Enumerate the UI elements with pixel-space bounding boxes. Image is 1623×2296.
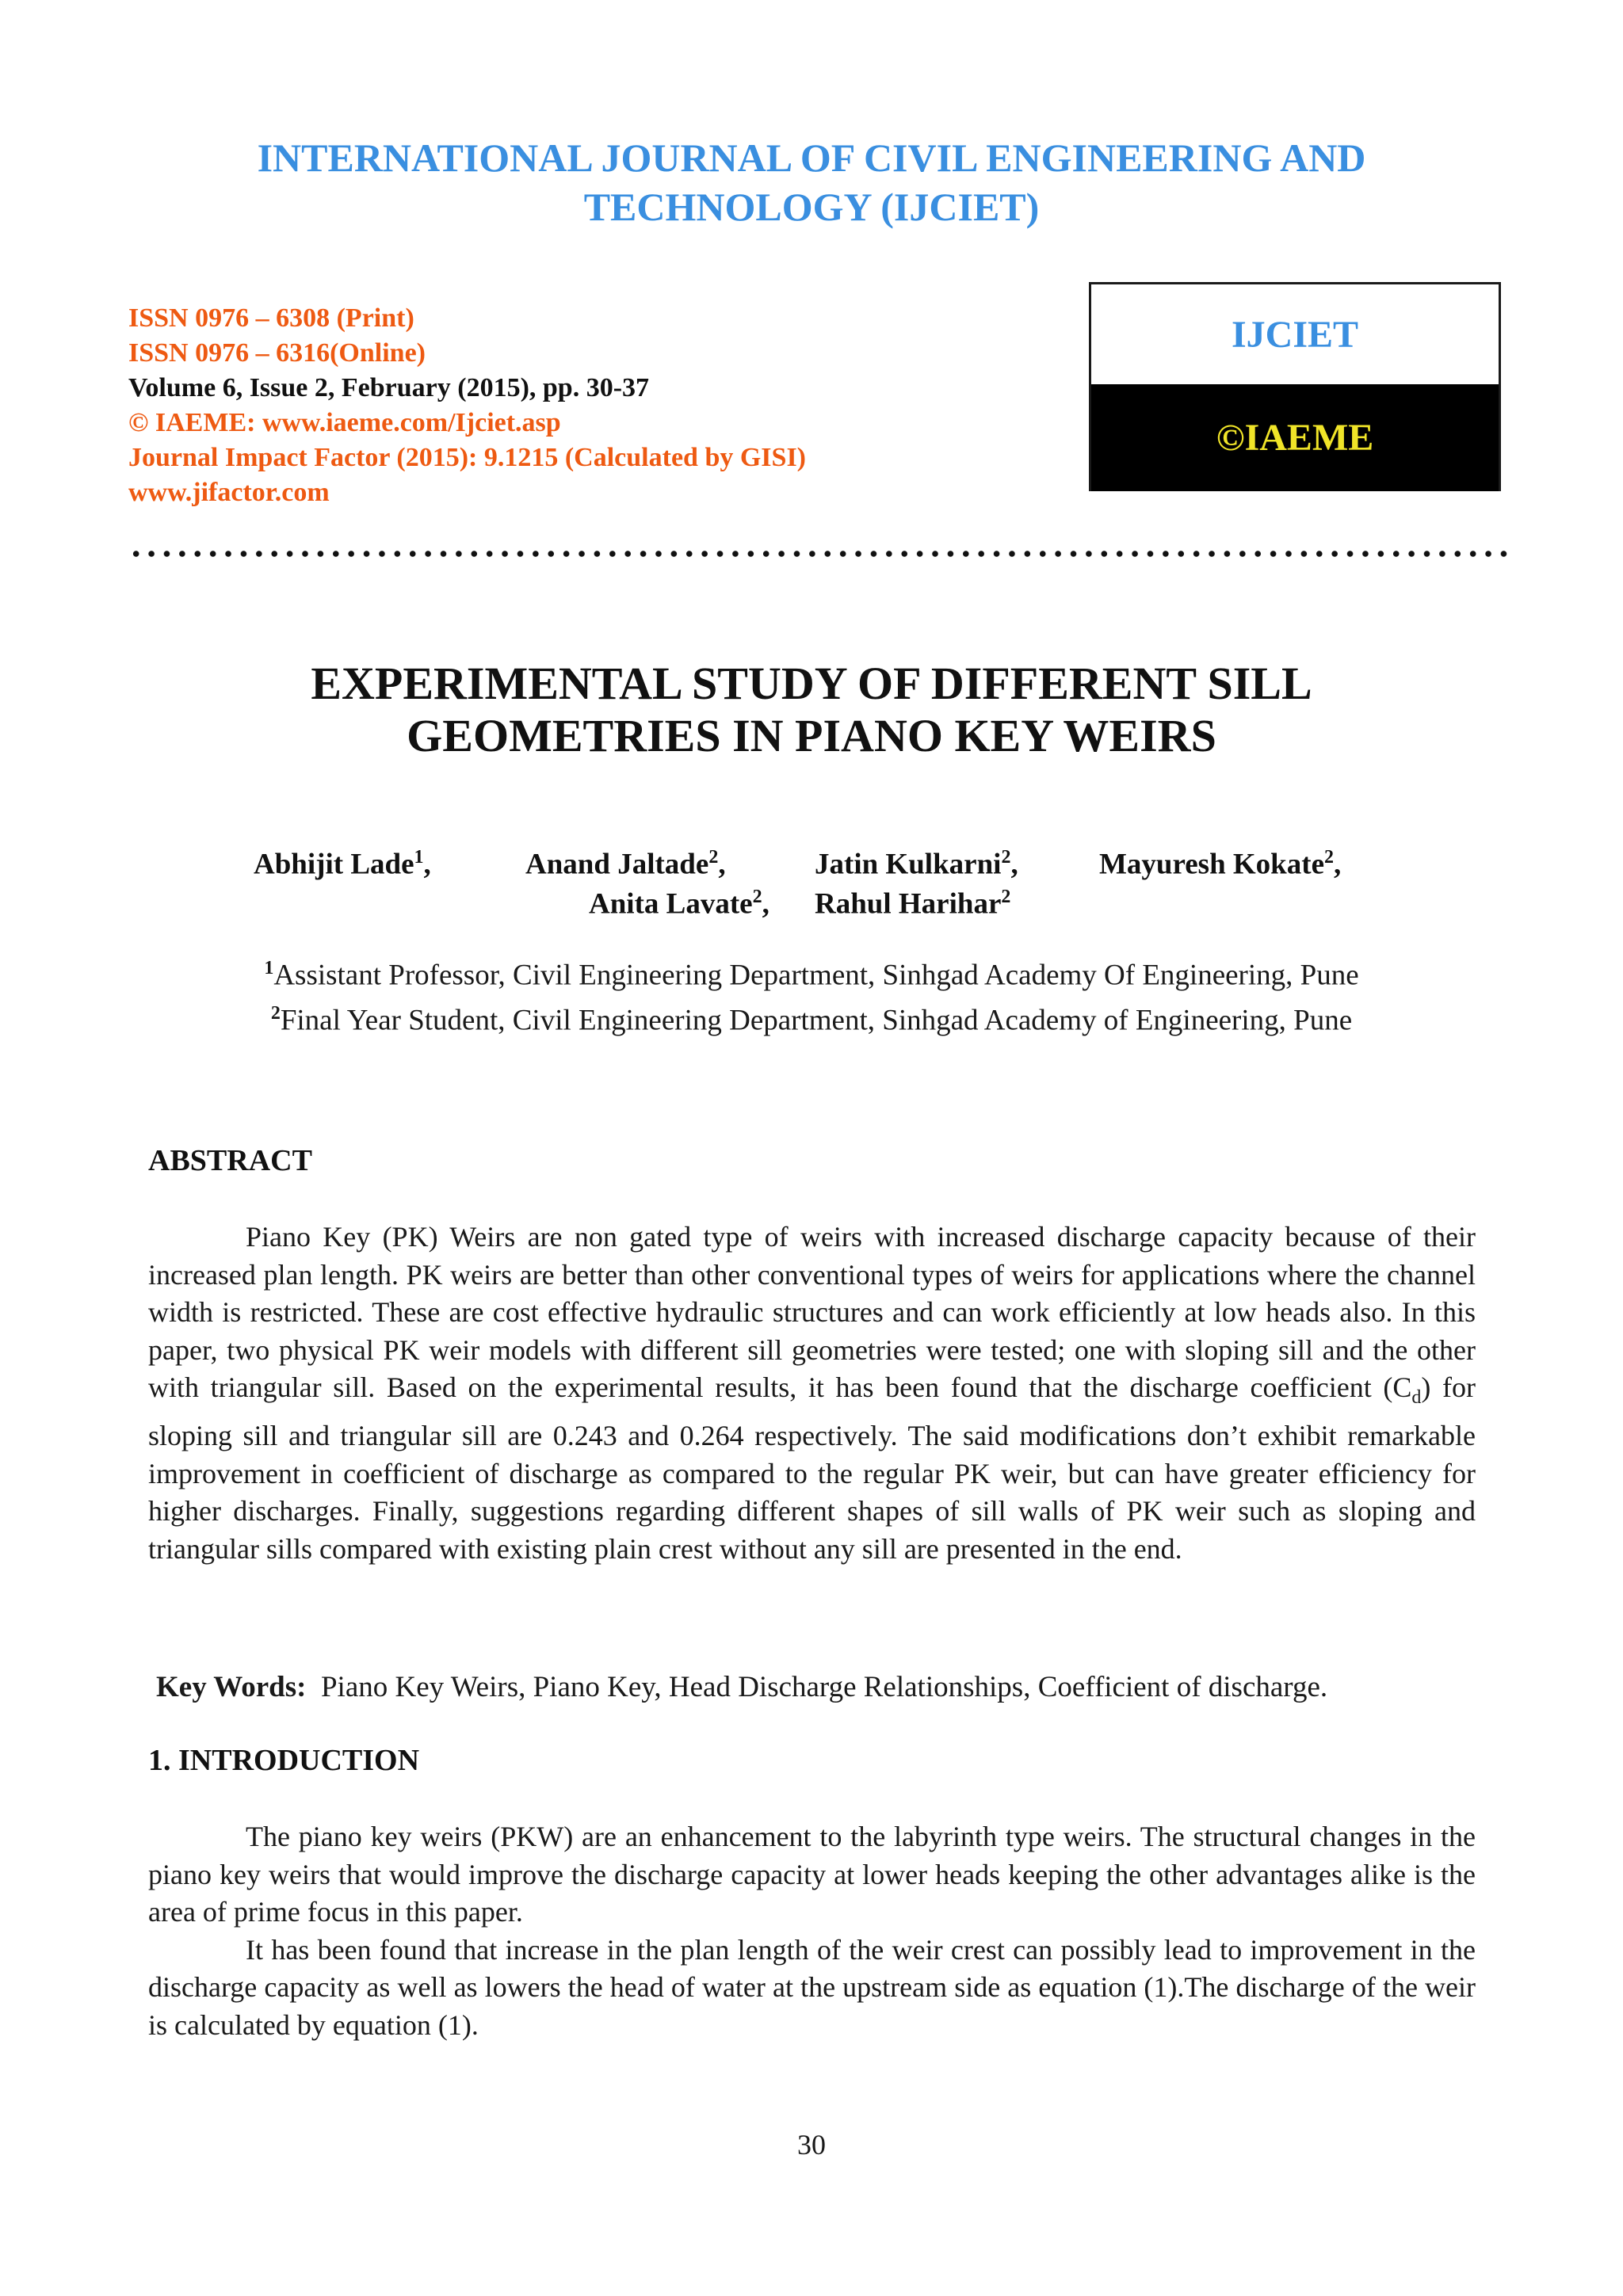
affiliation-text: Final Year Student, Civil Engineering Department, Sinhgad Academy of Engineering, Pune <box>280 1004 1353 1037</box>
dotted-divider <box>128 548 1515 559</box>
abstract-body <box>148 1219 1476 1569</box>
author-sup: 2 <box>1001 887 1011 907</box>
author-sep: , <box>1334 848 1342 881</box>
keywords <box>156 1669 1327 1707</box>
author-3 <box>815 838 1018 883</box>
author-4 <box>1099 838 1341 883</box>
introduction-para-1: The piano key weirs (PKW) are an enhancement to the labyrinth type weirs. The structural changes in the piano key weirs that would improve the discharge capacity at lower heads keeping the other advantages alike is the area of prime focus in this paper. <box>148 1821 1476 1928</box>
issn-online: ISSN 0976 – 6316(Online) <box>128 338 426 368</box>
author-sup: 2 <box>752 887 762 907</box>
introduction-para-2: It has been found that increase in the plan length of the weir crest can possibly lead to improvement in the discharge capacity as well as lowers the head of water at the upstream side as equation (1).The discharge of the weir is calculated by equation (1). <box>148 1933 1476 2041</box>
keywords-label: Key Words: <box>156 1671 307 1703</box>
introduction-body <box>148 1818 1476 2045</box>
author-sup: 2 <box>708 847 719 868</box>
journal-title-line2: TECHNOLOGY (IJCIET) <box>583 185 1040 229</box>
abstract-heading: ABSTRACT <box>148 1144 312 1177</box>
author-6 <box>815 878 1010 923</box>
author-name: Mayuresh Kokate <box>1099 848 1325 881</box>
issn-print: ISSN 0976 – 6308 (Print) <box>128 303 414 333</box>
journal-title <box>0 133 1623 231</box>
author-sup: 2 <box>1324 847 1335 868</box>
affiliation-sup: 1 <box>264 958 274 978</box>
author-sep: , <box>762 887 769 921</box>
author-2 <box>525 838 726 883</box>
author-5 <box>589 878 769 923</box>
affiliation-2 <box>0 994 1623 1039</box>
author-sep: , <box>1010 848 1018 881</box>
keywords-text: Piano Key Weirs, Piano Key, Head Discharge Relationships, Coefficient of discharge. <box>320 1671 1328 1703</box>
author-sup: 1 <box>414 847 424 868</box>
journal-metadata <box>128 301 806 510</box>
author-name: Abhijit Lade <box>254 848 414 881</box>
paper-title-line1: EXPERIMENTAL STUDY OF DIFFERENT SILL <box>311 658 1312 709</box>
author-name: Rahul Harihar <box>815 887 1002 921</box>
affiliation-text: Assistant Professor, Civil Engineering Department, Sinhgad Academy Of Engineering, Pune <box>273 959 1359 992</box>
paper-title-line2: GEOMETRIES IN PIANO KEY WEIRS <box>407 710 1216 761</box>
author-sep: , <box>718 848 726 881</box>
jifactor-link: www.jifactor.com <box>128 478 330 507</box>
abstract-text-part1: Piano Key (PK) Weirs are non gated type of weirs with increased discharge capacity because of their increased plan length. PK weirs are better than other conventional types of weirs for applications where the channel width is restricted. These are cost effective hydraulic structures and can work efficiently at low heads also. In this paper, two physical PK weir models with different sill geometries were tested; one with sloping sill and the other with triangular sill. Based on the experimental results, it has been found that the discharge coefficient (C <box>148 1221 1476 1404</box>
page-number: 30 <box>797 2129 826 2161</box>
author-name: Anita Lavate <box>589 887 753 921</box>
abstract-text-part2: ) for sloping sill and triangular sill are 0.243 and 0.264 respectively. The said modifications don’t exhibit remarkable improvement in coefficient of discharge as compared to the regular PK weir, but can have greater efficiency for higher discharges. Finally, suggestions regarding different shapes of sill walls of PK weir such as sloping and triangular sills compared with existing plain crest without any sill are presented in the end. <box>148 1371 1476 1565</box>
author-sep: , <box>423 848 431 881</box>
impact-factor: Journal Impact Factor (2015): 9.1215 (Calculated by GISI) <box>128 443 806 472</box>
logo-iaeme: ©IAEME <box>1091 384 1499 491</box>
journal-website: © IAEME: www.iaeme.com/Ijciet.asp <box>128 408 561 437</box>
author-name: Anand Jaltade <box>525 848 709 881</box>
abstract-subscript: d <box>1411 1387 1422 1409</box>
introduction-heading: 1. INTRODUCTION <box>148 1744 420 1777</box>
author-name: Jatin Kulkarni <box>815 848 1002 881</box>
affiliations <box>0 949 1623 1040</box>
paper-title <box>0 658 1623 762</box>
journal-title-line1: INTERNATIONAL JOURNAL OF CIVIL ENGINEERING AND <box>257 135 1366 180</box>
affiliation-sup: 2 <box>270 1003 281 1024</box>
author-sup: 2 <box>1001 847 1011 868</box>
author-1 <box>254 838 431 883</box>
volume-info: Volume 6, Issue 2, February (2015), pp. 30-37 <box>128 373 650 402</box>
affiliation-1 <box>0 949 1623 994</box>
logo-ijciet: IJCIET <box>1091 284 1499 384</box>
journal-logo <box>1089 282 1501 491</box>
